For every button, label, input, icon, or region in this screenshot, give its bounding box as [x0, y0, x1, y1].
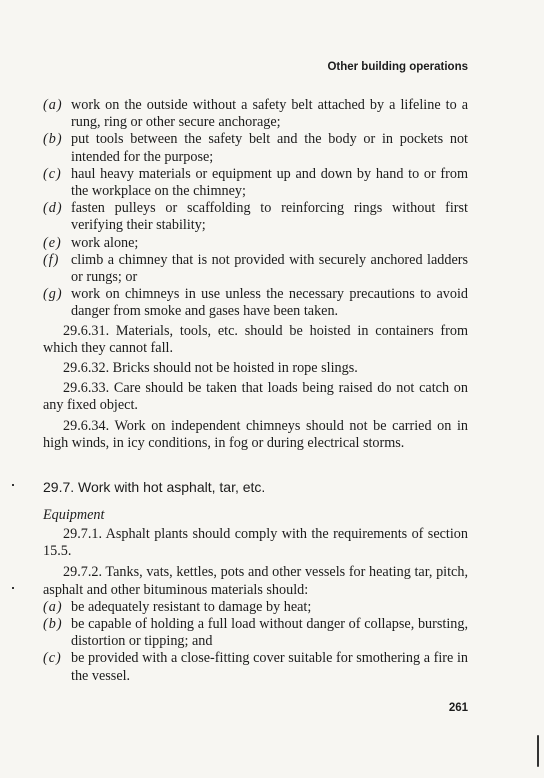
- item-label: (a): [43, 97, 63, 113]
- list-item: [43, 235, 468, 252]
- list-item: [43, 650, 468, 684]
- paragraph-29-6-33: 29.6.33. Care should be taken that loads being raised do not catch on any fixed object.: [43, 380, 468, 414]
- list-item: [43, 599, 468, 616]
- paragraph-29-6-34: 29.6.34. Work on independent chimneys should not be carried on in high winds, in icy conditions, in fog or during electrical storms.: [43, 417, 468, 451]
- section-heading: 29.7. Work with hot asphalt, tar, etc.: [43, 479, 266, 495]
- list-item: [43, 200, 468, 234]
- item-label: (e): [43, 234, 62, 251]
- paragraph-29-6-31: 29.6.31. Materials, tools, etc. should be hoisted in containers from which they cannot fall.: [43, 322, 468, 356]
- item-label: (c): [43, 650, 62, 667]
- list-item: [43, 616, 468, 650]
- item-label: (b): [43, 616, 63, 633]
- running-head: Other building operations: [327, 61, 468, 73]
- item-text: work on chimneys in use unless the necessary precautions to avoid danger from smoke and gases have been taken.: [71, 286, 468, 320]
- scan-speck: [12, 484, 14, 486]
- item-text: work alone;: [71, 234, 139, 251]
- paragraph-29-7-2: 29.7.2. Tanks, vats, kettles, pots and other vessels for heating tar, pitch, asphalt and other bituminous materials should:: [43, 564, 468, 598]
- item-text: be capable of holding a full load without danger of collapse, bursting, distortion or tipping; and: [71, 616, 468, 650]
- page-number: 261: [448, 702, 468, 714]
- item-label: (a): [43, 598, 63, 615]
- list-item: [43, 97, 468, 131]
- item-label: (c): [43, 165, 62, 182]
- list-item: [43, 166, 468, 200]
- item-label: (g): [43, 286, 63, 303]
- subheading: Equipment: [43, 507, 105, 523]
- list-item: [43, 131, 468, 165]
- item-text: be provided with a close-fitting cover suitable for smothering a fire in the vessel.: [71, 650, 468, 684]
- item-text: put tools between the safety belt and the body or in pockets not intended for the purpose;: [71, 131, 468, 165]
- item-label: (b): [43, 131, 63, 148]
- paragraph-29-6-32: 29.6.32. Bricks should not be hoisted in rope slings.: [63, 360, 358, 377]
- item-text: haul heavy materials or equipment up and down by hand to or from the workplace on the chimney;: [71, 165, 468, 200]
- item-label: (d): [43, 200, 63, 217]
- item-text: work on the outside without a safety belt attached by a lifeline to a rung, ring or other secure anchorage;: [71, 97, 468, 131]
- paragraph-29-7-1: 29.7.1. Asphalt plants should comply with the requirements of section 15.5.: [43, 526, 468, 560]
- item-text: climb a chimney that is not provided with securely anchored ladders or rungs; or: [71, 251, 468, 286]
- section-body: [43, 526, 468, 685]
- page-edge-mark: [537, 735, 539, 767]
- item-text: be adequately resistant to damage by heat;: [71, 598, 312, 615]
- list-chimney-prohibitions: [43, 97, 468, 452]
- scan-speck: [12, 587, 14, 589]
- item-label: (f): [43, 251, 60, 268]
- list-item: [43, 252, 468, 286]
- item-text: fasten pulleys or scaffolding to reinforcing rings without first verifying their stability;: [71, 200, 468, 234]
- list-item: [43, 286, 468, 320]
